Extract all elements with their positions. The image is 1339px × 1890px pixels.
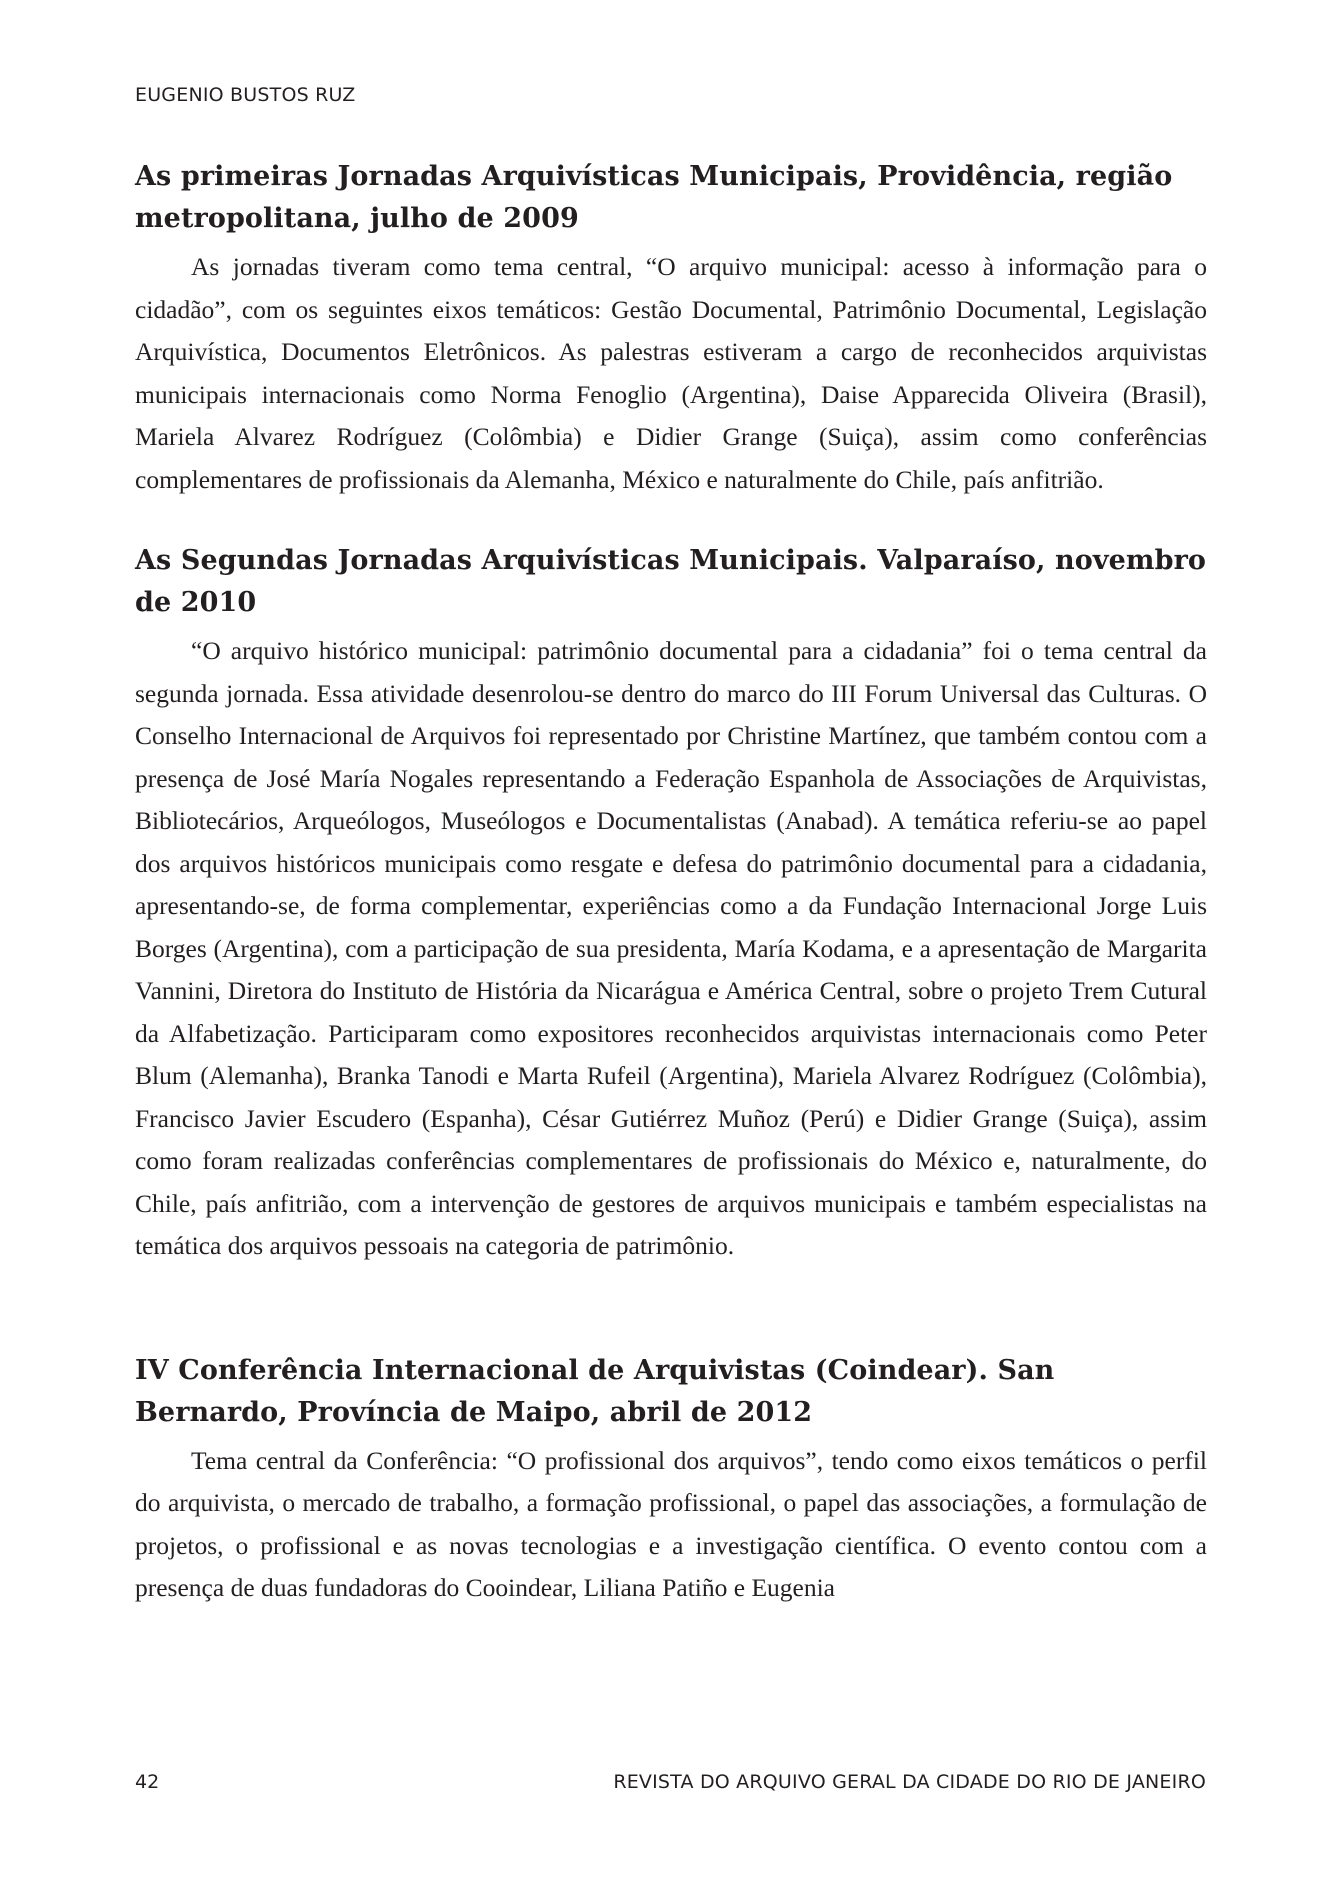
- journal-title: REVISTA DO ARQUIVO GERAL DA CIDADE DO RIO DE JANEIRO: [613, 1771, 1206, 1793]
- section-heading: IV Conferência Internacional de Arquivistas (Coindear). San Bernardo, Província de Maipo, abril de 2012: [135, 1354, 1055, 1428]
- section-heading: As Segundas Jornadas Arquivísticas Municipais. Valparaíso, novembro de 2010: [135, 545, 1206, 618]
- section-jornadas-2010: [135, 540, 1207, 1268]
- section-jornadas-2009: [135, 156, 1207, 501]
- section-paragraph: “O arquivo histórico municipal: patrimônio documental para a cidadania” foi o tema central da segunda jornada. Essa atividade desenrolou-se dentro do marco do III Forum Universal das Culturas. O Conselho Internacional de Arquivos foi representado por Christine Martínez, que também contou com a presença de José María Nogales representando a Federação Espanhola de Associações de Arquivistas, Bibliotecários, Arqueólogos, Museólogos e Documentalistas (Anabad). A temática referiu-se ao papel dos arquivos históricos municipais como resgate e defesa do patrimônio documental para a cidadania, apresentando-se, de forma complementar, experiências como a da Fundação Internacional Jorge Luis Borges (Argentina), com a participação de sua presidenta, María Kodama, e a apresentação de Margarita Vannini, Diretora do Instituto de História da Nicarágua e América Central, sobre o projeto Trem Cutural da Alfabetização. Participaram como expositores reconhecidos arquivistas internacionais como Peter Blum (Alemanha), Branka Tanodi e Marta Rufeil (Argentina), Mariela Alvarez Rodríguez (Colômbia), Francisco Javier Escudero (Espanha), César Gutiérrez Muñoz (Perú) e Didier Grange (Suiça), assim como foram realizadas conferências complementares de profissionais do México e, naturalmente, do Chile, país anfitrião, com a intervenção de gestores de arquivos municipais e também especialistas na temática dos arquivos pessoais na categoria de patrimônio.: [135, 636, 1207, 1260]
- section-paragraph: As jornadas tiveram como tema central, “O arquivo municipal: acesso à informação para o cidadão”, com os seguintes eixos temáticos: Gestão Documental, Patrimônio Documental, Legislação Arquivística, Documentos Eletrônicos. As palestras estiveram a cargo de reconhecidos arquivistas municipais internacionais como Norma Fenoglio (Argentina), Daise Apparecida Oliveira (Brasil), Mariela Alvarez Rodríguez (Colômbia) e Didier Grange (Suiça), assim como conferências complementares de profissionais da Alemanha, México e naturalmente do Chile, país anfitrião.: [135, 252, 1207, 494]
- section-heading: As primeiras Jornadas Arquivísticas Municipais, Providência, região metropolitana, julho de 2009: [135, 161, 1173, 234]
- page-content: [135, 156, 1207, 1610]
- section-paragraph: Tema central da Conferência: “O profissional dos arquivos”, tendo como eixos temáticos o perfil do arquivista, o mercado de trabalho, a formação profissional, o papel das associações, a formulação de projetos, o profissional e as novas tecnologias e a investigação científica. O evento contou com a presença de duas fundadoras do Cooindear, Liliana Patiño e Eugenia: [135, 1445, 1207, 1602]
- page-number: 42: [135, 1771, 160, 1793]
- running-head: EUGENIO BUSTOS RUZ: [135, 84, 356, 106]
- section-coindear-2012: [135, 1350, 1207, 1610]
